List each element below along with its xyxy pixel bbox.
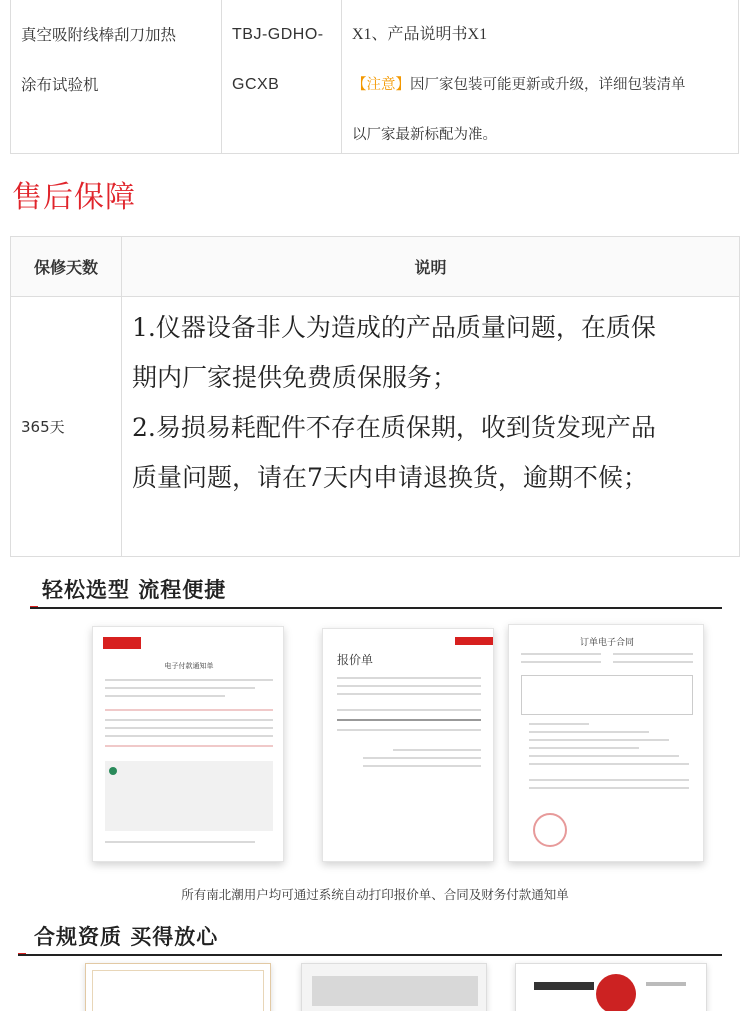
payment-notice-sample (92, 626, 284, 862)
bank-logo-icon (109, 767, 117, 775)
note-text: 因厂家包装可能更新或升级，详细包装清单 (410, 77, 686, 93)
product-name-line2: 涂布试验机 (21, 76, 99, 94)
package-table (10, 0, 739, 154)
certificate-3 (515, 963, 707, 1011)
warranty-table (10, 236, 740, 557)
compliance-divider (18, 954, 722, 956)
warranty-table-header (11, 237, 739, 297)
desc-line2: 期内厂家提供免费质保服务； (132, 363, 458, 392)
warranty-days-value: 365天 (11, 297, 122, 556)
selection-divider (30, 607, 722, 609)
compliance-title: 合规资质 买得放心 (34, 925, 219, 949)
product-name-line1: 真空吸附线棒刮刀加热 (21, 26, 177, 44)
payment-info-box (105, 761, 273, 831)
desc-line3: 2.易损易耗配件不存在质保期，收到货发现产品 (132, 413, 656, 442)
after-sales-title: 售后保障 (12, 180, 136, 215)
certificate-1 (85, 963, 271, 1011)
desc-line4: 质量问题，请在7天内申请退换货，逾期不候； (132, 463, 648, 492)
note-line1 (352, 60, 728, 110)
warranty-table-row (11, 297, 739, 556)
doc3-title: 订单电子合同 (579, 638, 634, 648)
col-description: 说明 (414, 258, 447, 277)
certificate-2 (301, 963, 487, 1011)
doc1-title: 电子付款通知单 (164, 662, 214, 670)
col-warranty-days: 保修天数 (11, 237, 122, 296)
contract-sample (508, 624, 704, 862)
model-line2: GCXB (232, 76, 280, 93)
selection-title: 轻松选型 流程便捷 (42, 578, 227, 602)
model-cell (222, 0, 342, 153)
selection-caption: 所有南北潮用户均可通过系统自动打印报价单、合同及财务付款通知单 (181, 887, 569, 902)
desc-line1: 1.仪器设备非人为造成的产品质量问题，在质保 (132, 313, 656, 342)
doc2-corner-mark (455, 637, 493, 645)
national-emblem-icon (596, 974, 636, 1011)
doc2-title: 报价单 (337, 653, 374, 667)
contract-table (521, 675, 693, 715)
document-samples (30, 622, 730, 862)
contents-cell (342, 0, 738, 153)
quotation-sample (322, 628, 494, 862)
brand-logo (103, 637, 141, 649)
warranty-description (122, 297, 739, 556)
product-name-cell (11, 0, 222, 153)
company-seal-icon (533, 813, 567, 847)
model-line1: TBJ-GDHO- (232, 26, 324, 43)
note-line2: 以厂家最新标配为准。 (352, 127, 497, 143)
contents-line1: X1、产品说明书X1 (352, 26, 488, 43)
note-tag: 【注意】 (352, 77, 410, 93)
